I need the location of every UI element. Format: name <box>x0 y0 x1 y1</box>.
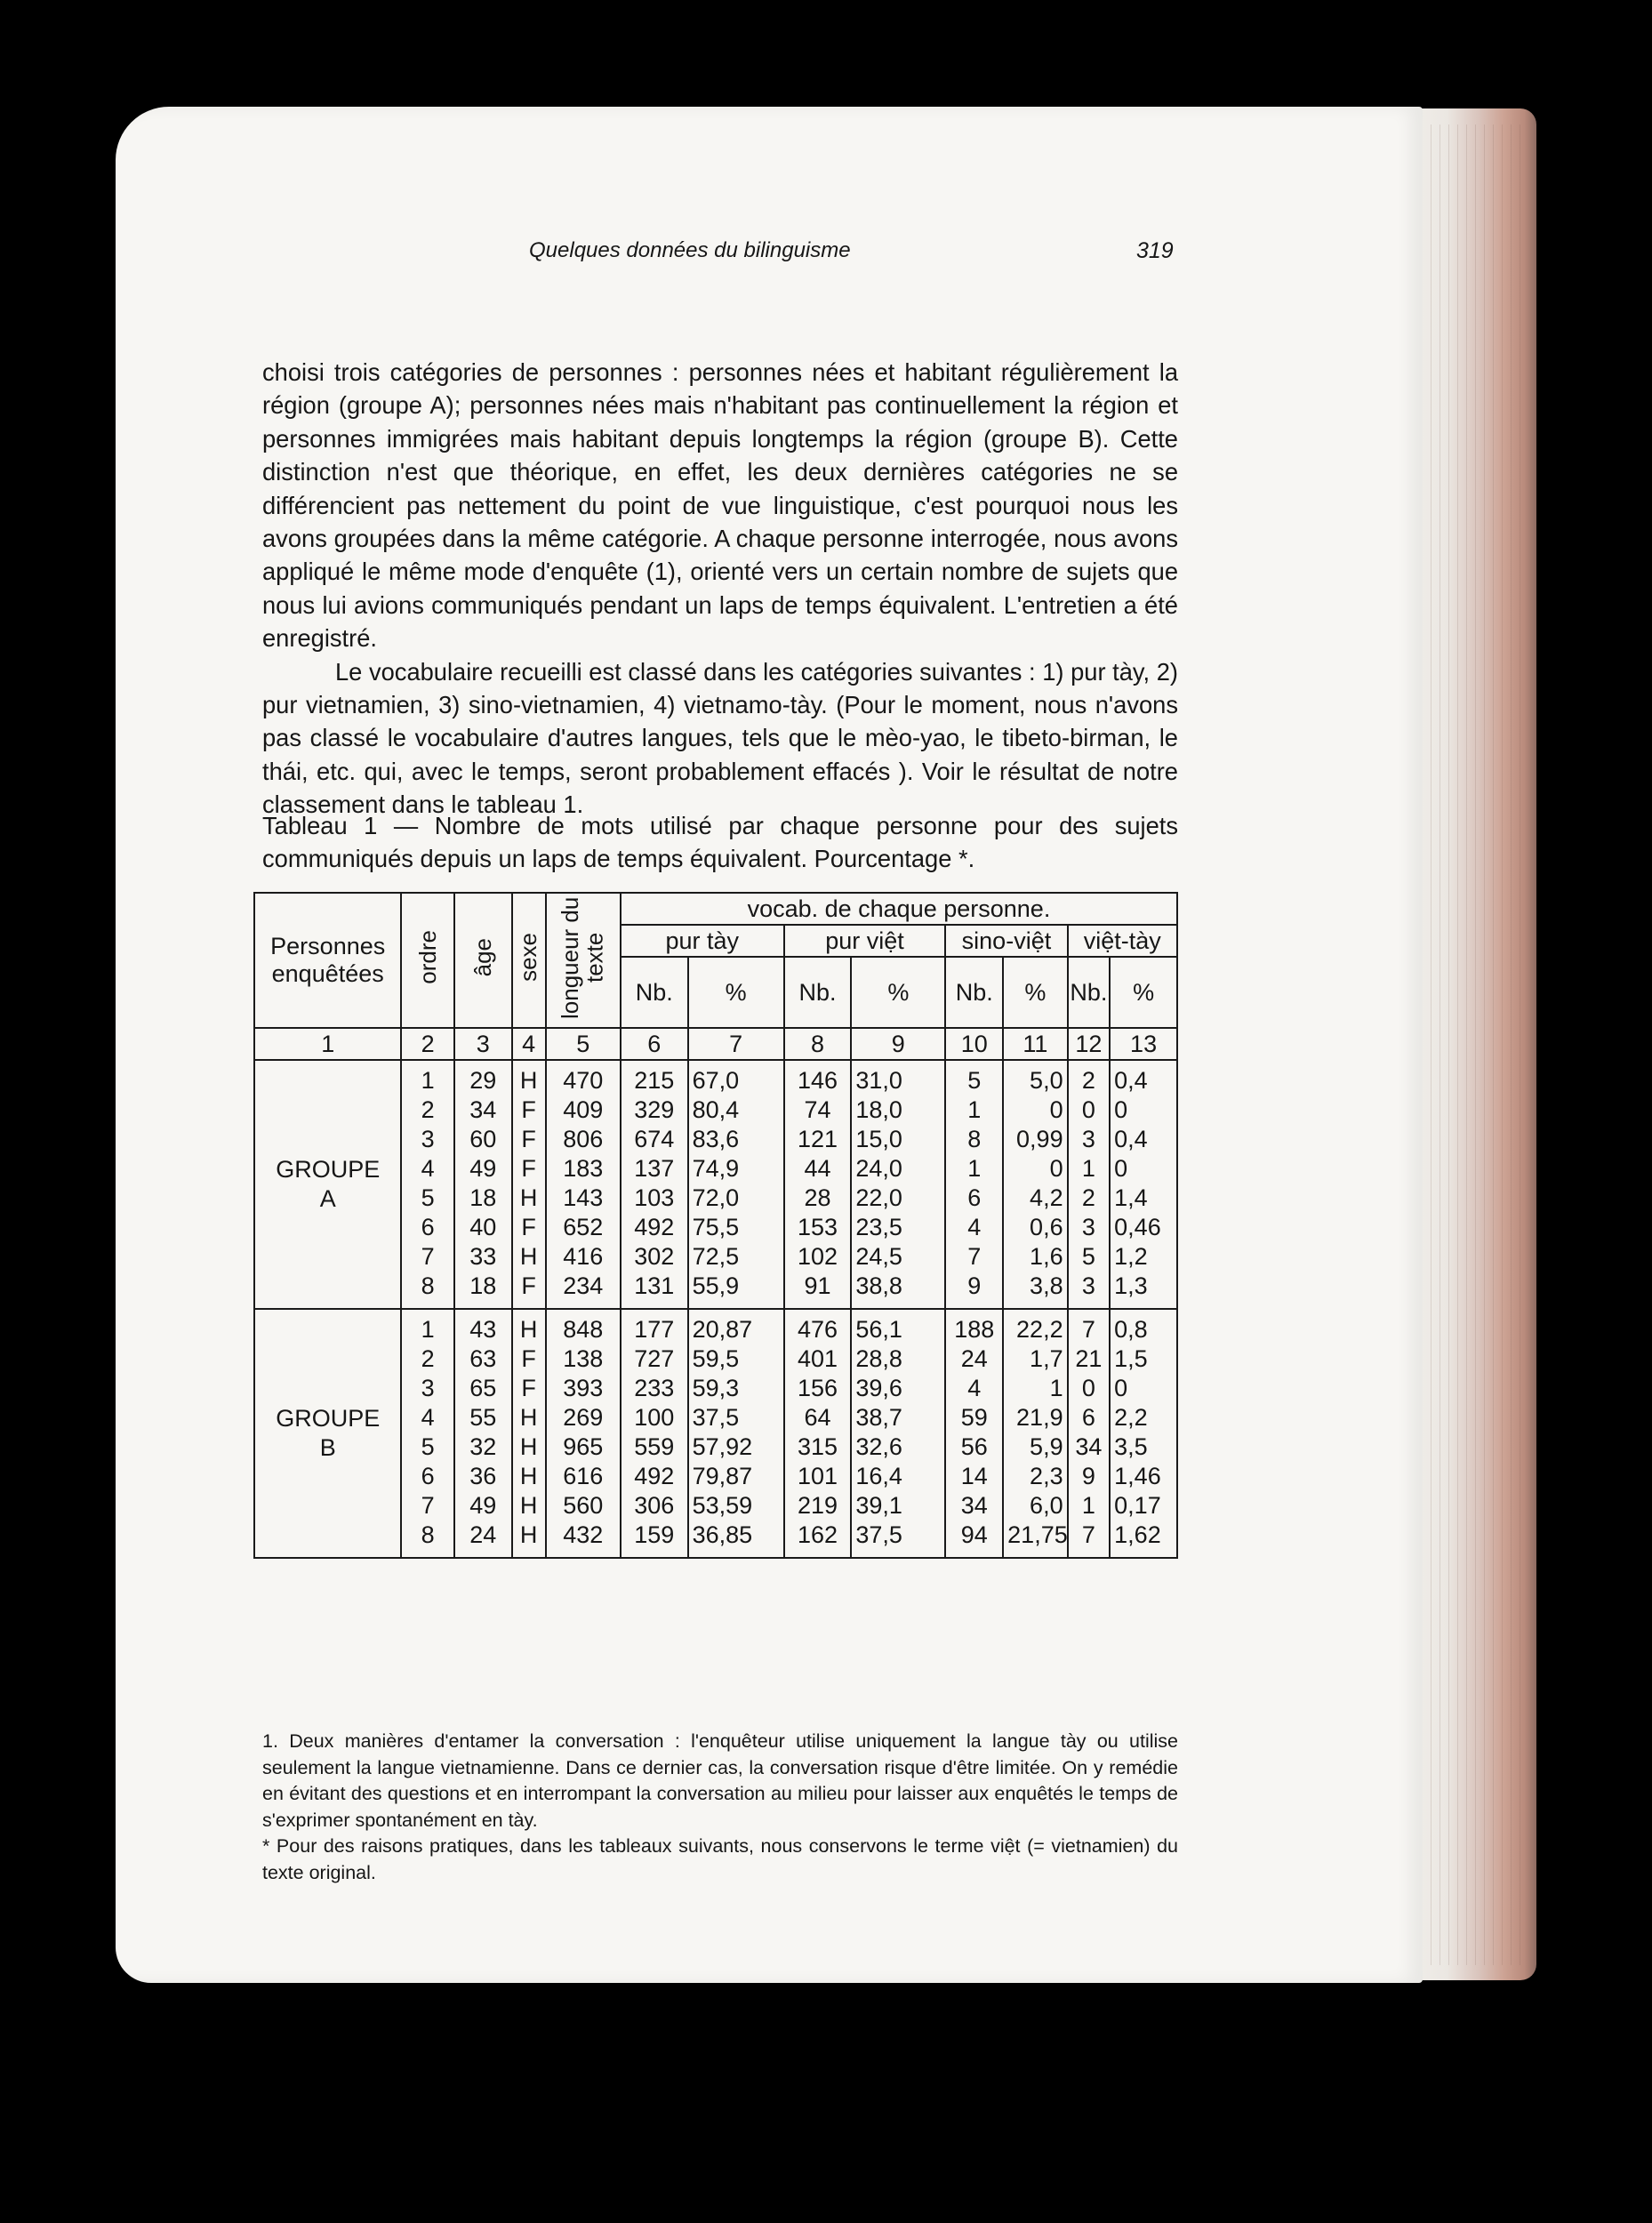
table-cell: 63 <box>469 1345 497 1372</box>
column-vt-pct <box>1110 1060 1177 1309</box>
column-tay-pct <box>688 1060 784 1309</box>
table-cell: F <box>521 1096 536 1123</box>
column-sino-nb <box>945 1309 1003 1558</box>
table-cell: 1,3 <box>1114 1272 1148 1299</box>
table-cell: 4 <box>967 1214 982 1240</box>
table-cell: 1 <box>421 1316 435 1343</box>
table-cell: 65 <box>469 1375 497 1401</box>
column-vt-nb <box>1068 1309 1111 1558</box>
table-cell: 0,6 <box>1030 1214 1063 1240</box>
column-age <box>454 1309 512 1558</box>
table-cell: 18 <box>469 1184 497 1211</box>
group-label <box>254 1309 401 1558</box>
table-cell: 16,4 <box>855 1463 902 1489</box>
table-cell: 432 <box>563 1521 604 1548</box>
column-number: 10 <box>945 1028 1003 1060</box>
table-cell: 5 <box>1081 1243 1095 1270</box>
table-cell: H <box>519 1316 538 1343</box>
table-cell: 103 <box>634 1184 675 1211</box>
table-cell: 5,0 <box>1030 1067 1063 1094</box>
table-cell: 5 <box>421 1184 435 1211</box>
table-cell: 393 <box>563 1375 604 1401</box>
table-cell: 162 <box>797 1521 838 1548</box>
table-cell: 7 <box>421 1243 435 1270</box>
table-cell: 34 <box>1075 1433 1103 1460</box>
column-number: 9 <box>851 1028 945 1060</box>
table-cell: 53,59 <box>692 1492 753 1519</box>
header-pct: % <box>688 957 784 1028</box>
footnotes <box>262 1729 1178 1886</box>
column-sexe <box>512 1309 546 1558</box>
table-cell: 0 <box>1114 1096 1128 1123</box>
paragraph-1: choisi trois catégories de personnes : personnes nées et habitant régulièrement la région (groupe A); personnes nées mais n'habitant pas continuellement la région et personnes immigrées mais habitant depuis longtemps la région (groupe B). Cette distinction n'est que théorique, en effet, les deux dernières catégories ne se différencient pas nettement du point de vue linguistique, c'est pourquoi nous les avons groupées dans la même catégorie. A chaque personne interrogée, nous avons appliqué le même mode d'enquête (1), orienté vers un certain nombre de sujets que nous lui avions communiqués pendant un laps de temps équivalent. L'entretien a été enregistré. <box>262 358 1178 653</box>
table-cell: 37,5 <box>692 1404 740 1431</box>
table-cell: 4 <box>967 1375 982 1401</box>
header-nb: Nb. <box>621 957 688 1028</box>
column-longueur <box>546 1309 621 1558</box>
table-cell: 80,4 <box>692 1096 740 1123</box>
table-cell: 39,1 <box>855 1492 902 1519</box>
column-tay-nb <box>621 1060 688 1309</box>
table-cell: 32,6 <box>855 1433 902 1460</box>
column-number: 6 <box>621 1028 688 1060</box>
column-ordre <box>401 1060 453 1309</box>
table-cell: 329 <box>634 1096 675 1123</box>
table-cell: 0 <box>1114 1155 1128 1182</box>
table-cell: F <box>521 1375 536 1401</box>
data-table <box>253 892 1178 1559</box>
table-cell: H <box>519 1404 538 1431</box>
table-cell: 55 <box>469 1404 497 1431</box>
table-cell: 59 <box>960 1404 988 1431</box>
table-cell: 57,92 <box>692 1433 753 1460</box>
header-vocab: vocab. de chaque personne. <box>621 893 1177 925</box>
table-cell: 56 <box>960 1433 988 1460</box>
table-cell: 36,85 <box>692 1521 753 1548</box>
table-cell: 79,87 <box>692 1463 753 1489</box>
table-cell: 9 <box>967 1272 982 1299</box>
header-nb: Nb. <box>784 957 852 1028</box>
table-cell: 177 <box>634 1316 675 1343</box>
table-cell: 75,5 <box>692 1214 740 1240</box>
table-cell: 159 <box>634 1521 675 1548</box>
header-sexe: sexe <box>512 893 546 1028</box>
table-cell: 401 <box>797 1345 838 1372</box>
table-cell: H <box>519 1243 538 1270</box>
table-cell: 21 <box>1075 1345 1103 1372</box>
paragraph-2: Le vocabulaire recueilli est classé dans les catégories suivantes : 1) pur tày, 2) pur vietnamien, 3) sino-vietnamien, 4) vietnamo-tày. (Pour le moment, nous n'avons pas classé le vocabulaire d'autres langues, tels que le mèo-yao, le tibeto-birman, le thái, etc. qui, avec le temps, seront probablement effacés ). Voir le résultat de notre classement dans le tableau 1. <box>262 657 1178 819</box>
header-pct: % <box>1110 957 1177 1028</box>
table-cell: 20,87 <box>692 1316 753 1343</box>
footnote-star: * Pour des raisons pratiques, dans les tableaux suivants, nous conservons le terme việt (= vietnamien) du texte original. <box>262 1835 1178 1883</box>
group-label-letter: A <box>319 1185 336 1212</box>
table-cell: 652 <box>563 1214 604 1240</box>
group-b-row <box>254 1309 1177 1558</box>
table-cell: 0,99 <box>1016 1126 1063 1152</box>
table-cell: 6 <box>967 1184 982 1211</box>
page-number: 319 <box>1136 238 1174 263</box>
table-cell: 55,9 <box>692 1272 740 1299</box>
table-cell: 0 <box>1081 1096 1095 1123</box>
table-cell: 2,2 <box>1114 1404 1148 1431</box>
table-cell: 143 <box>563 1184 604 1211</box>
table-cell: 5 <box>967 1067 982 1094</box>
table-cell: 131 <box>634 1272 675 1299</box>
table-cell: 49 <box>469 1492 497 1519</box>
table-cell: 24 <box>960 1345 988 1372</box>
table-cell: 102 <box>797 1243 838 1270</box>
table-cell: 302 <box>634 1243 675 1270</box>
column-sexe <box>512 1060 546 1309</box>
table-cell: 22,0 <box>855 1184 902 1211</box>
table-cell: 2 <box>1081 1184 1095 1211</box>
table-cell: 315 <box>797 1433 838 1460</box>
table-cell: 965 <box>563 1433 604 1460</box>
table-cell: 31,0 <box>855 1067 902 1094</box>
table-cell: 28,8 <box>855 1345 902 1372</box>
column-sino-nb <box>945 1060 1003 1309</box>
table-cell: 153 <box>797 1214 838 1240</box>
table-cell: 24 <box>469 1521 497 1548</box>
table-cell: 59,3 <box>692 1375 740 1401</box>
table-cell: H <box>519 1433 538 1460</box>
table-cell: H <box>519 1184 538 1211</box>
table-cell: 2 <box>421 1096 435 1123</box>
table-cell: 34 <box>960 1492 988 1519</box>
table-cell: 1 <box>1081 1492 1095 1519</box>
table-cell: 7 <box>1081 1521 1095 1548</box>
table-cell: 138 <box>563 1345 604 1372</box>
table-cell: 100 <box>634 1404 675 1431</box>
table-cell: 2 <box>1081 1067 1095 1094</box>
table-cell: 64 <box>804 1404 831 1431</box>
table-cell: 33 <box>469 1243 497 1270</box>
table-cell: 37,5 <box>855 1521 902 1548</box>
table-cell: 72,0 <box>692 1184 740 1211</box>
table-cell: 18 <box>469 1272 497 1299</box>
column-vt-pct <box>1110 1309 1177 1558</box>
table-cell: 4,2 <box>1030 1184 1063 1211</box>
table-cell: 36 <box>469 1463 497 1489</box>
group-label <box>254 1060 401 1309</box>
column-number: 7 <box>688 1028 784 1060</box>
table-cell: 59,5 <box>692 1345 740 1372</box>
table-cell: 3 <box>1081 1214 1095 1240</box>
table-cell: F <box>521 1155 536 1182</box>
header-pct: % <box>1003 957 1067 1028</box>
table-cell: 3 <box>421 1126 435 1152</box>
footnote-1: 1. Deux manières d'entamer la conversation : l'enquêteur utilise uniquement la langue tày ou utilise seulement la langue vietnamienne. Dans ce dernier cas, la conversation risque d'être limitée. On y remédie en évitant des questions et en interrompant la conversation au milieu pour laisser aux enquêtés le temps de s'exprimer spontanément en tày. <box>262 1730 1178 1831</box>
table-cell: 1,2 <box>1114 1243 1148 1270</box>
table-cell: F <box>521 1345 536 1372</box>
column-sino-pct <box>1003 1309 1067 1558</box>
table-cell: 74,9 <box>692 1155 740 1182</box>
table-cell: 4 <box>421 1404 435 1431</box>
table-cell: 44 <box>804 1155 831 1182</box>
table-cell: 74 <box>804 1096 831 1123</box>
table-cell: 727 <box>634 1345 675 1372</box>
column-age <box>454 1060 512 1309</box>
table-cell: 1 <box>421 1067 435 1094</box>
table-cell: 3,8 <box>1030 1272 1063 1299</box>
column-number: 2 <box>401 1028 453 1060</box>
table-cell: 60 <box>469 1126 497 1152</box>
column-number-row <box>254 1028 1177 1060</box>
table-cell: 67,0 <box>692 1067 740 1094</box>
table-cell: 0 <box>1114 1375 1128 1401</box>
table-cell: 7 <box>421 1492 435 1519</box>
table-cell: 24,5 <box>855 1243 902 1270</box>
running-head: Quelques données du bilinguisme <box>529 238 851 262</box>
table-cell: 15,0 <box>855 1126 902 1152</box>
table-cell: 1,6 <box>1030 1243 1063 1270</box>
header-ordre: ordre <box>401 893 453 1028</box>
table-cell: 8 <box>967 1126 982 1152</box>
column-sino-pct <box>1003 1060 1067 1309</box>
table-cell: 146 <box>797 1067 838 1094</box>
table-cell: 21,75 <box>1007 1521 1068 1548</box>
table-cell: 0 <box>1049 1155 1063 1182</box>
table-cell: 6 <box>1081 1404 1095 1431</box>
header-longueur: longueur du texte <box>546 893 621 1028</box>
column-tay-nb <box>621 1309 688 1558</box>
table-cell: H <box>519 1492 538 1519</box>
column-number: 3 <box>454 1028 512 1060</box>
table-cell: 0,8 <box>1114 1316 1148 1343</box>
table-cell: 4 <box>421 1155 435 1182</box>
table-cell: H <box>519 1463 538 1489</box>
table-cell: 560 <box>563 1492 604 1519</box>
table-cell: 94 <box>960 1521 988 1548</box>
table-cell: 29 <box>469 1067 497 1094</box>
table-cell: 416 <box>563 1243 604 1270</box>
table-cell: 137 <box>634 1155 675 1182</box>
column-viet-nb <box>784 1060 852 1309</box>
table-cell: 3 <box>1081 1126 1095 1152</box>
header-sino-viet: sino-việt <box>945 925 1067 957</box>
table-cell: 0,4 <box>1114 1126 1148 1152</box>
column-longueur <box>546 1060 621 1309</box>
column-number: 13 <box>1110 1028 1177 1060</box>
table-cell: 3,5 <box>1114 1433 1148 1460</box>
table-cell: 121 <box>797 1126 838 1152</box>
table-cell: 101 <box>797 1463 838 1489</box>
body-text <box>262 356 1178 822</box>
table-cell: 1,5 <box>1114 1345 1148 1372</box>
table-cell: 1,46 <box>1114 1463 1161 1489</box>
table-cell: 219 <box>797 1492 838 1519</box>
group-a-row <box>254 1060 1177 1309</box>
column-number: 12 <box>1068 1028 1111 1060</box>
table-cell: F <box>521 1272 536 1299</box>
table-cell: 6 <box>421 1463 435 1489</box>
column-vt-nb <box>1068 1060 1111 1309</box>
table-cell: 2,3 <box>1030 1463 1063 1489</box>
table-cell: 1,7 <box>1030 1345 1063 1372</box>
table-cell: 269 <box>563 1404 604 1431</box>
header-personnes: Personnes enquêtées <box>254 893 401 1028</box>
table-cell: 38,8 <box>855 1272 902 1299</box>
table-cell: 34 <box>469 1096 497 1123</box>
table-cell: 3 <box>421 1375 435 1401</box>
table-cell: 22,2 <box>1016 1316 1063 1343</box>
table-cell: 32 <box>469 1433 497 1460</box>
table-cell: 21,9 <box>1016 1404 1063 1431</box>
header-nb: Nb. <box>945 957 1003 1028</box>
table-cell: 806 <box>563 1126 604 1152</box>
table-cell: 8 <box>421 1521 435 1548</box>
table-cell: 1 <box>1081 1155 1095 1182</box>
table-cell: 616 <box>563 1463 604 1489</box>
table-cell: 7 <box>1081 1316 1095 1343</box>
table-cell: 470 <box>563 1067 604 1094</box>
header-pur-tay: pur tày <box>621 925 784 957</box>
column-number: 11 <box>1003 1028 1067 1060</box>
table-cell: 6 <box>421 1214 435 1240</box>
table-cell: 5 <box>421 1433 435 1460</box>
table-cell: 39,6 <box>855 1375 902 1401</box>
table-cell: 49 <box>469 1155 497 1182</box>
table-cell: 492 <box>634 1463 675 1489</box>
table-cell: 215 <box>634 1067 675 1094</box>
table-cell: 1 <box>1049 1375 1063 1401</box>
table-cell: 1,4 <box>1114 1184 1148 1211</box>
table-cell: 40 <box>469 1214 497 1240</box>
table-cell: 38,7 <box>855 1404 902 1431</box>
table-cell: 43 <box>469 1316 497 1343</box>
table-cell: 492 <box>634 1214 675 1240</box>
header-nb: Nb. <box>1068 957 1111 1028</box>
table-cell: 72,5 <box>692 1243 740 1270</box>
table-cell: 23,5 <box>855 1214 902 1240</box>
table-cell: 234 <box>563 1272 604 1299</box>
table-cell: F <box>521 1214 536 1240</box>
group-label-line: GROUPE <box>276 1156 381 1183</box>
table-cell: 5,9 <box>1030 1433 1063 1460</box>
table-cell: 0 <box>1049 1096 1063 1123</box>
table-cell: 3 <box>1081 1272 1095 1299</box>
table-cell: 91 <box>804 1272 831 1299</box>
table-cell: 1 <box>967 1155 982 1182</box>
table-cell: 28 <box>804 1184 831 1211</box>
table-cell: 1,62 <box>1114 1521 1161 1548</box>
table-cell: 24,0 <box>855 1155 902 1182</box>
column-viet-pct <box>851 1309 945 1558</box>
table-cell: 8 <box>421 1272 435 1299</box>
header-pct: % <box>851 957 945 1028</box>
table-cell: 9 <box>1081 1463 1095 1489</box>
table-cell: 0,46 <box>1114 1214 1161 1240</box>
header-age: âge <box>454 893 512 1028</box>
column-viet-pct <box>851 1060 945 1309</box>
table-cell: 83,6 <box>692 1126 740 1152</box>
table-cell: 848 <box>563 1316 604 1343</box>
table-cell: 0 <box>1081 1375 1095 1401</box>
header-pur-viet: pur việt <box>784 925 946 957</box>
table-cell: 0,4 <box>1114 1067 1148 1094</box>
table-caption: Tableau 1 — Nombre de mots utilisé par chaque personne pour des sujets communiqués depuis un laps de temps équivalent. Pourcentage *. <box>262 812 1178 872</box>
column-number: 5 <box>546 1028 621 1060</box>
table-cell: F <box>521 1126 536 1152</box>
table-cell: 188 <box>954 1316 995 1343</box>
column-ordre <box>401 1309 453 1558</box>
table-cell: 183 <box>563 1155 604 1182</box>
table-cell: 18,0 <box>855 1096 902 1123</box>
table-cell: 674 <box>634 1126 675 1152</box>
column-viet-nb <box>784 1309 852 1558</box>
table-cell: 56,1 <box>855 1316 902 1343</box>
table-cell: 559 <box>634 1433 675 1460</box>
table-cell: H <box>519 1067 538 1094</box>
group-label-letter: B <box>319 1434 336 1461</box>
column-number: 4 <box>512 1028 546 1060</box>
table-cell: 2 <box>421 1345 435 1372</box>
table-cell: 233 <box>634 1375 675 1401</box>
table-cell: 306 <box>634 1492 675 1519</box>
table-cell: 1 <box>967 1096 982 1123</box>
table-cell: 156 <box>797 1375 838 1401</box>
table-cell: 6,0 <box>1030 1492 1063 1519</box>
table-cell: 14 <box>960 1463 988 1489</box>
table-cell: 409 <box>563 1096 604 1123</box>
table-cell: 7 <box>967 1243 982 1270</box>
column-tay-pct <box>688 1309 784 1558</box>
header-viet-tay: việt-tày <box>1068 925 1177 957</box>
column-number: 1 <box>254 1028 401 1060</box>
column-number: 8 <box>784 1028 852 1060</box>
table-cell: 0,17 <box>1114 1492 1161 1519</box>
table-cell: 476 <box>797 1316 838 1343</box>
table-cell: H <box>519 1521 538 1548</box>
group-label-line: GROUPE <box>276 1405 381 1432</box>
